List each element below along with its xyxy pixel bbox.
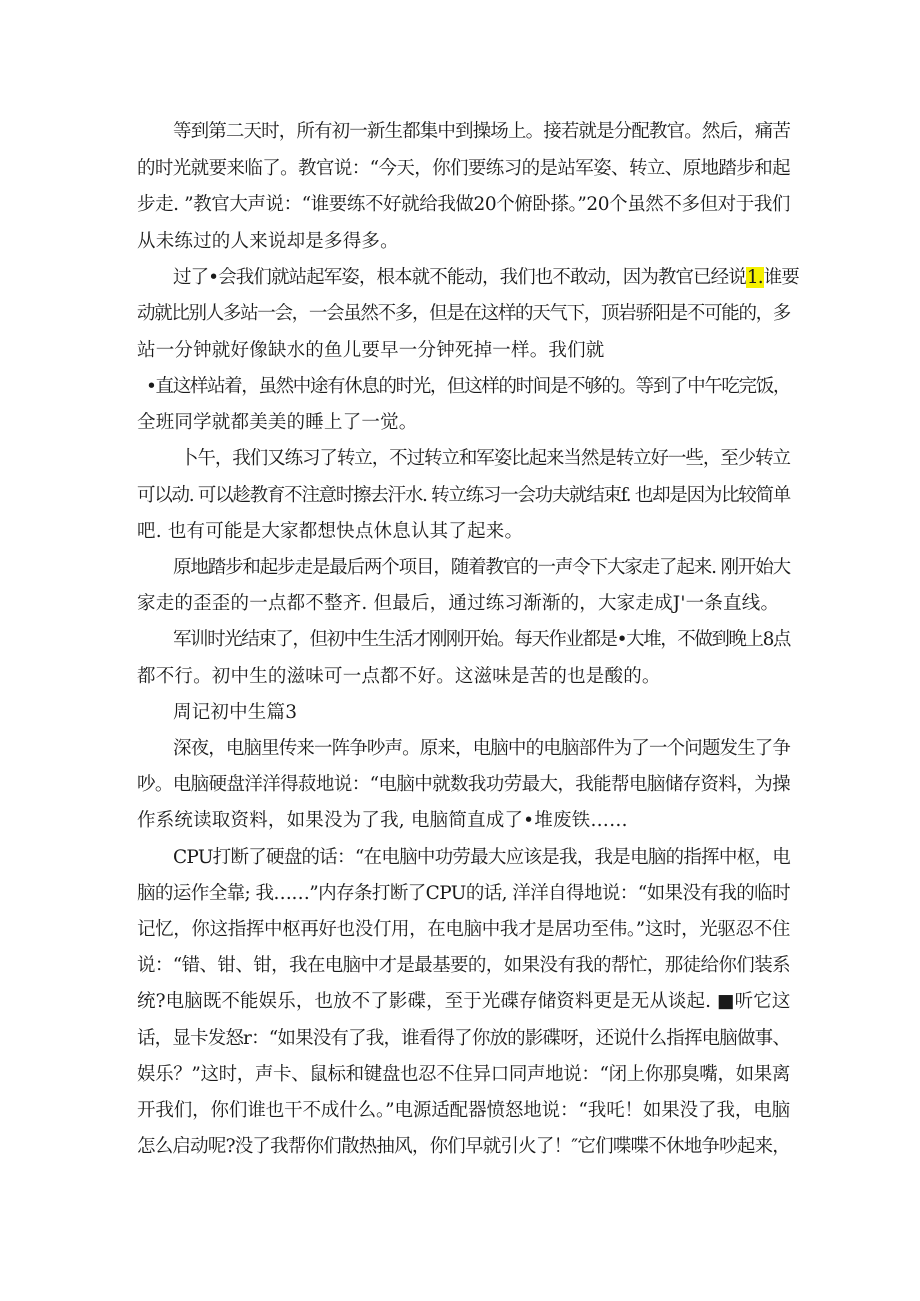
text-line-5 [173,266,799,290]
text-line-14: 家走的歪歪的一点都不整齐. 但最后，通过练习渐渐的，大家走成J'一条直线。 [137,593,780,614]
text-line-15: 军训时光结束了，但初中生生活才刚刚开始。每天作业都是•大堆，不做到晚上8点 [173,629,790,650]
text-line-20: CPU打断了硬盘的话：“在电脑中功劳最大应该是我，我是电脑的指挥中枢，电 [173,847,790,868]
text-line-22: 记忆，你这指挥中枢再好也没仃用，在电脑中我才是居功至伟。”这时，光驱忍不住 [137,919,790,940]
text-line-25: 话，显卡发怒r：“如果没有了我，谁看得了你放的影碟呀，还说什么指挥电脑做事、 [137,1028,790,1049]
text-line-1: 等到第二天时，所有初一新生都集中到操场上。接若就是分配教官。然后，痛苦 [173,121,790,142]
text-line-13: 原地踏步和起步走是最后两个项目，随着教官的一声令下大家走了起来. 刚开始大 [173,557,790,578]
text-line-21: 脑的运作全靠; 我……”内存条打断了CPU的话, 洋洋自得地说：“如果没有我的临时 [137,883,790,904]
text-line-3: 步走. ”教官大声说：“谁要练不好就给我做20个俯卧搽。”20个虽然不多但对于我们 [137,194,790,215]
text-line-27: 开我们，你们谁也干不成什么。”电源适配器愤怒地说：“我吒！如果没了我，电脑 [137,1100,790,1121]
text-line-4: 从未练过的人来说却是多得多。 [137,231,399,252]
text-line-24: 统?电脑既不能娱乐，也放不了影碟，至于光碟存储资料更是无从谈起. ■听它这 [137,991,791,1012]
text-line-19: 作系统读取资料，如果没为了我, 电脑简直成了•堆废铁…… [137,810,628,831]
text-line-11: 可以动. 可以趁教育不注意时擦去汗水. 转立练习一会功夫就结束f. 也却是因为比较简单 [137,485,790,506]
text-line-5-end: 谁要 [763,267,799,288]
highlight-mark: 1. [746,267,763,288]
text-line-7: 站一分钟就好像缺水的鱼儿要早一分钟死掉一样。我们就 [137,340,605,361]
text-line-5-part: 过了•会我们就站起军姿，根本就不能动，我们也不敢动，因为教官已经说 [173,267,746,288]
text-line-16: 都不行。初中生的滋味可一点都不好。这滋味是苦的也是酸的。 [137,666,661,687]
text-line-18: 吵。电脑硬盘洋洋得菽地说：“电脑中就数我功劳最大，我能帮电脑储存资料，为操 [137,774,790,795]
text-line-2: 的时光就要来临了。教官说：“今天，你们要练习的是站军姿、转立、原地踏步和起 [137,158,790,179]
section-heading: 周记初中生篇3 [173,702,298,723]
text-line-10: 卜午，我们又练习了转立，不过转立和军姿比起来当然是转立好一些，至少转立 [180,448,790,469]
text-line-12: 吧. 也有可能是大家都想快点休息认其了起来。 [137,521,524,542]
text-line-17: 深夜，电脑里传来一阵争吵声。原来，电脑中的电脑部件为了一个问题发生了争 [173,738,790,759]
text-line-28: 怎么启动呢?没了我帮你们散热抽风，你们早就引火了！″它们喋喋不休地争吵起来， [137,1136,790,1157]
text-line-23: 说：“错、钳、钳，我在电脑中才是最基要的，如果没有我的帮忙，那徒给你们装系 [137,955,790,976]
text-line-26: 娱乐？”这时，声卡、鼠标和键盘也忍不住异口同声地说：“闭上你那臭嘴，如果离 [137,1064,790,1085]
text-line-9: 全班同学就都美美的睡上了一觉。 [137,412,418,433]
text-line-8: •直这样站着，虽然中途有休息的时光，但这样的时间是不够的。等到了中午吃完饭， [146,376,790,397]
text-line-6: 动就比别人多站一会，一会虽然不多，但是在这样的天气下，顶岩骄阳是不可能的，多 [137,303,790,324]
